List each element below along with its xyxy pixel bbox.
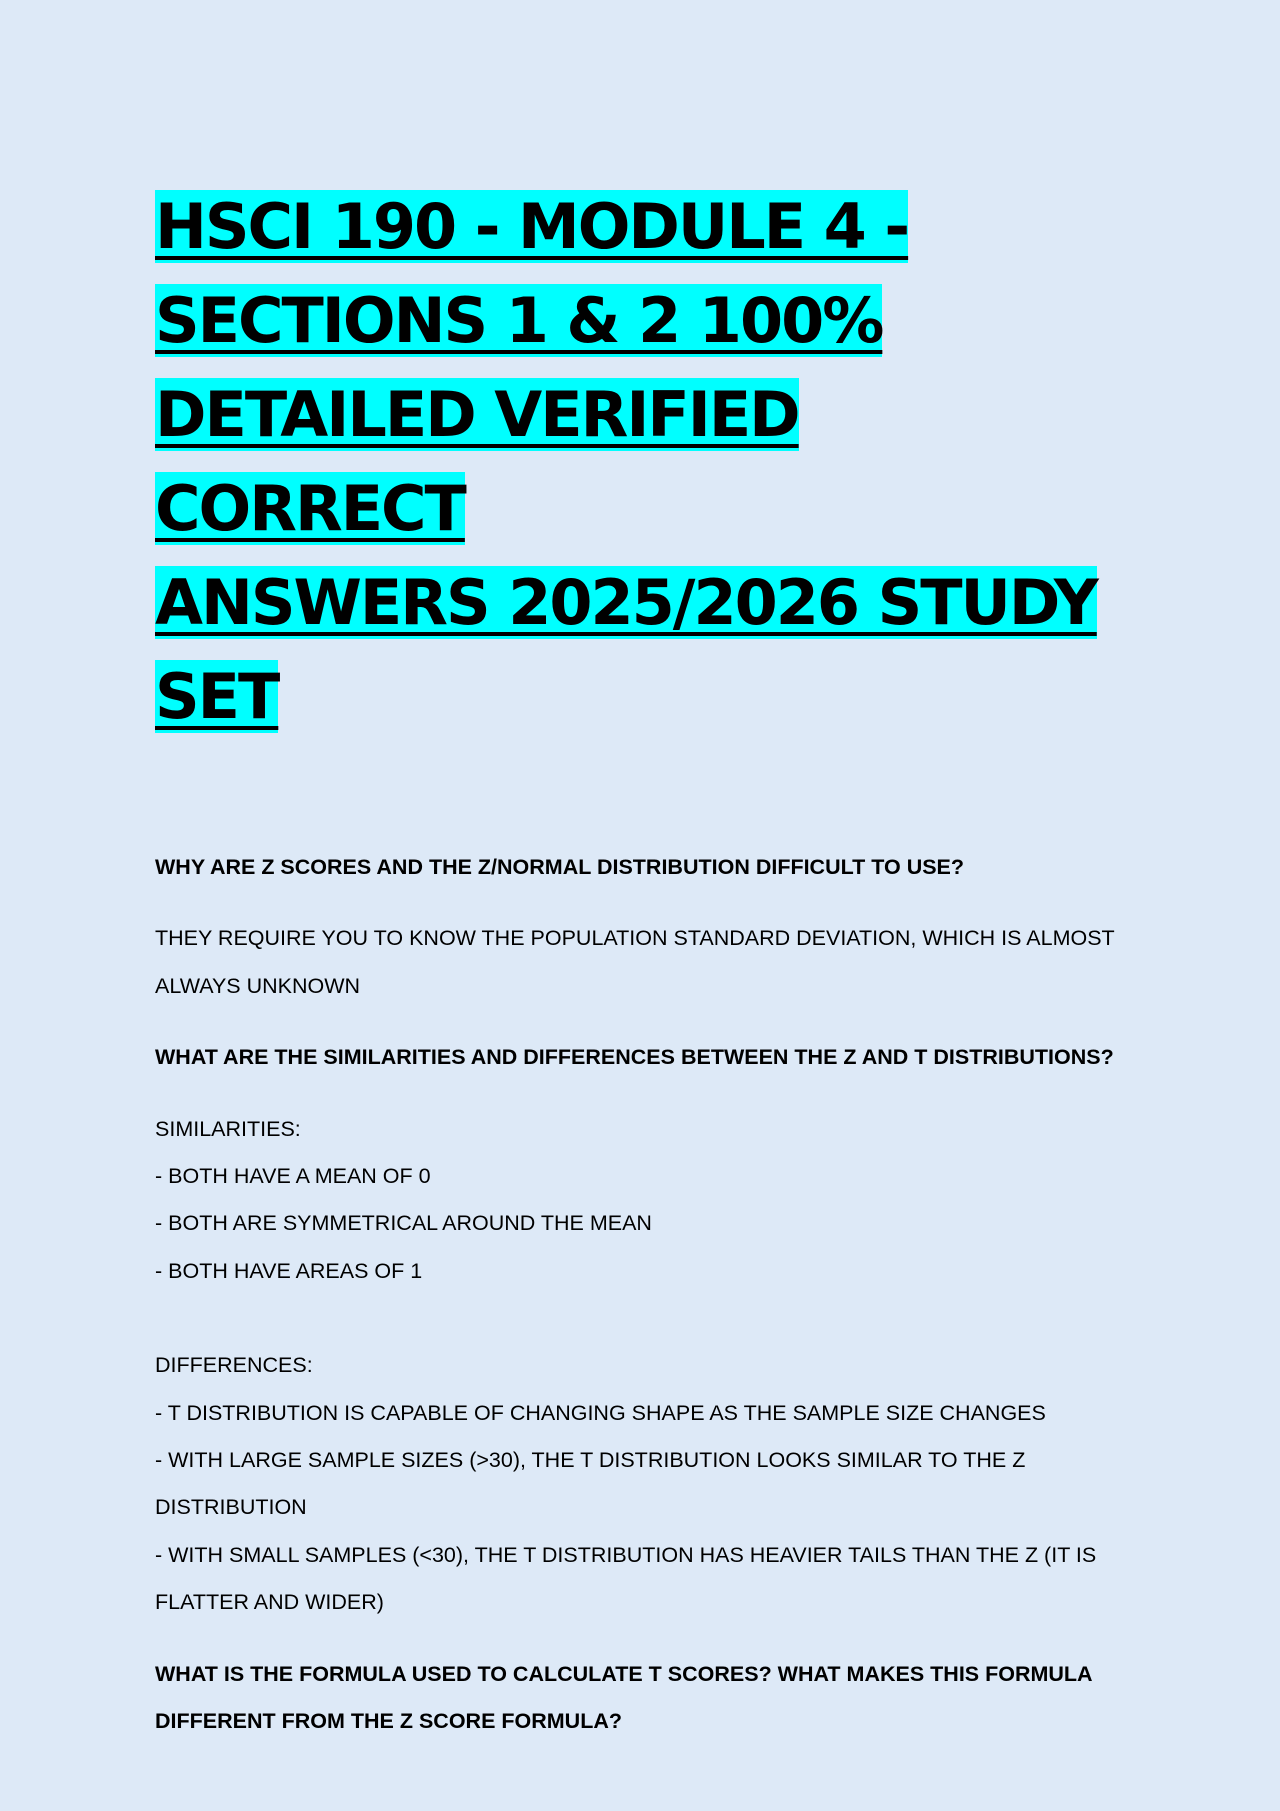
- answer-2: [155, 1106, 1125, 1627]
- difference-item: - WITH SMALL SAMPLES (<30), THE T DISTRIBUTION HAS HEAVIER TAILS THAN THE Z (IT IS: [155, 1542, 1097, 1567]
- difference-item: FLATTER AND WIDER): [155, 1590, 384, 1615]
- differences-heading: DIFFERENCES:: [155, 1353, 313, 1378]
- similarity-item: - BOTH HAVE AREAS OF 1: [155, 1258, 423, 1283]
- answer-line: THEY REQUIRE YOU TO KNOW THE POPULATION STANDARD DEVIATION, WHICH IS ALMOST: [155, 926, 1115, 951]
- question-line: DIFFERENT FROM THE Z SCORE FORMULA?: [155, 1709, 622, 1734]
- title-line: ANSWERS 2025/2026 STUDY: [155, 566, 1097, 639]
- similarity-item: - BOTH HAVE A MEAN OF 0: [155, 1164, 431, 1189]
- answer-1: [155, 915, 1125, 1010]
- question-2: WHAT ARE THE SIMILARITIES AND DIFFERENCES BETWEEN THE Z AND T DISTRIBUTIONS?: [155, 1045, 1114, 1070]
- similarities-heading: SIMILARITIES:: [155, 1116, 301, 1141]
- difference-item: - T DISTRIBUTION IS CAPABLE OF CHANGING SHAPE AS THE SAMPLE SIZE CHANGES: [155, 1400, 1046, 1425]
- blank-line: [155, 1295, 1125, 1342]
- answer-line: ALWAYS UNKNOWN: [155, 973, 361, 998]
- question-line: WHAT IS THE FORMULA USED TO CALCULATE T SCORES? WHAT MAKES THIS FORMULA: [155, 1661, 1093, 1686]
- question-1: WHY ARE Z SCORES AND THE Z/NORMAL DISTRIBUTION DIFFICULT TO USE?: [155, 855, 965, 879]
- title-line: SET: [155, 660, 279, 733]
- title-line: DETAILED VERIFIED CORRECT: [155, 378, 799, 545]
- document-title: [155, 180, 1125, 744]
- title-line: HSCI 190 - MODULE 4 -: [155, 190, 909, 263]
- difference-item: DISTRIBUTION: [155, 1495, 307, 1520]
- document-page: [155, 180, 1125, 1770]
- question-3: [155, 1651, 1125, 1746]
- similarity-item: - BOTH ARE SYMMETRICAL AROUND THE MEAN: [155, 1211, 652, 1236]
- title-line: SECTIONS 1 & 2 100%: [155, 284, 883, 357]
- qa-content: [155, 844, 1125, 1746]
- difference-item: - WITH LARGE SAMPLE SIZES (>30), THE T DISTRIBUTION LOOKS SIMILAR TO THE Z: [155, 1448, 1026, 1473]
